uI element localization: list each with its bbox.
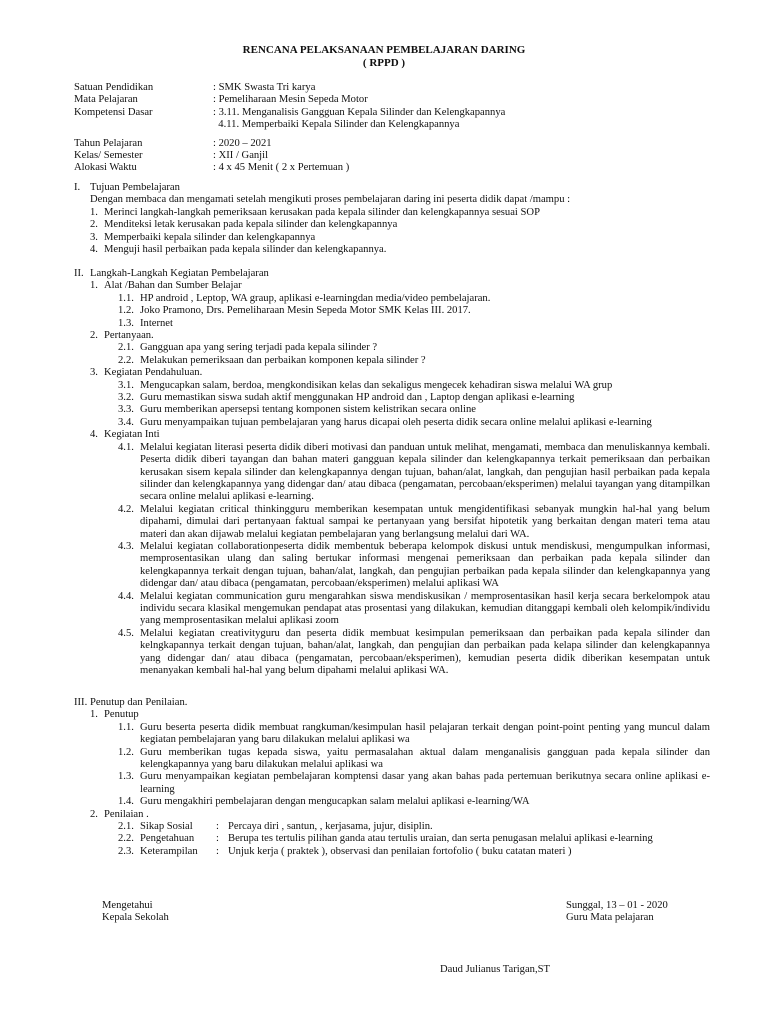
item-text: Kegiatan Pendahuluan. [104, 367, 203, 379]
info-label: Tahun Pelajaran [74, 137, 143, 149]
assessment-value: Berupa tes tertulis pilihan ganda atau tertulis uraian, dan serta penugasan melalui aplikasi e-learning [228, 833, 653, 845]
info-label: Kompetensi Dasar [74, 106, 153, 118]
item-number: 1.4. [118, 796, 134, 808]
assessment-value: Unjuk kerja ( praktek ), observasi dan penilaian fortofolio ( buku catatan materi ) [228, 845, 572, 857]
subsection-heading [74, 709, 714, 721]
item-number: 3.1. [118, 379, 134, 391]
item-text: Guru menyampaikan tujuan pembelajaran yang harus dicapai oleh peserta didik secara online melalui aplikasi e-learning [140, 416, 652, 428]
subsection-heading [74, 330, 714, 342]
item-text: Melalui kegiatan communication guru mengarahkan siswa mendiskusikan / memprosentasikan hasil kerja secara berkelompok atau individu secara klasikal mengemukan pendapat atas prosentasi yang dilakukan, kemudian ditanggapi kembali oleh kelompik/individu yang memprosentasikan melalui aplikasi zoom [140, 590, 710, 627]
list-item [74, 207, 714, 219]
info-label [74, 119, 213, 131]
section-heading [74, 182, 714, 194]
signature-left [102, 900, 169, 925]
section-closing [74, 697, 714, 858]
item-number: 2.1. [118, 821, 134, 833]
colon: : [216, 833, 219, 845]
item-text: Melalui kegiatan collaborationpeserta didik membentuk beberapa kelompok diskusi untuk mendiskusi, mengumpulkan informasi, memprosentasikan ulang dan saling bertukar informasi mengenai pemeriksaan dan perbaikan pada kepala silinder dan kelengkapannya terkait dengan tujuan, bahan/alat, langkah, dan pengujian perbaikan pada kepala silinder dan kelengkapannya yang didengar dan/ atau dibaca (pengamatan, percobaan/eksperimen) melalui aplikasi WA [140, 540, 710, 590]
section-number: III. [74, 697, 88, 708]
info-row [74, 82, 505, 94]
item-text: HP android , Leptop, WA graup, aplikasi e-learningdan media/video pembelajaran. [140, 292, 491, 304]
info-row [74, 119, 505, 131]
item-text: Melalui kegiatan literasi peserta didik diberi motivasi dan panduan untuk melihat, mengamati, membaca dan menuliskannya kembali. Peserta didik diberi tayangan dan bahan materi gangguan kepala silinder dan kelengkapannya terkait pemeriksaan dan perbaikan kerusakan sisem kepala silinder dan kelengkapannya dengan tujuan, bahan/alat, langkah, dan pengujian hasil perbaikan pada kepala silinder dan kelengkapannya yang didengar dan/ atau dibaca (pengamatan, percobaan/eksperimen) melalui tayangan yang ditampilkan secara online melalui aplikasi e-learning. [140, 441, 710, 503]
list-item [74, 318, 714, 330]
subsection-heading [74, 809, 714, 821]
item-text: Guru menyampaikan kegiatan pembelajaran komptensi dasar yang akan bahas pada pertemuan berikutnya secara online aplikasi e-learning [140, 771, 710, 795]
list-item [74, 417, 714, 429]
item-number: 4.3. [118, 540, 134, 552]
item-text: Guru beserta peserta didik membuat rangkuman/kesimpulan hasil pelajaran terkait dengan point-point penting yang muncul dalam kegiatan pembelajaran yang baru dilakukan melalui aplikasi wa [140, 721, 710, 746]
item-text: Mengucapkan salam, berdoa, mengkondisikan kelas dan sekaligus mengecek kehadiran siswa melalui WA grup [140, 379, 613, 391]
section-objectives [74, 182, 714, 256]
section-title: Langkah-Langkah Kegiatan Pembelajaran [90, 268, 269, 279]
info-label: Alokasi Waktu [74, 162, 137, 174]
colon: : [216, 845, 219, 857]
colon: : [216, 821, 219, 833]
list-item [74, 392, 714, 404]
item-text: Guru memberikan tugas kepada siswa, yaitu permasalahan aktual dalam menganalisis gangguan pada kepala silinder dan kelengkapannya yang baru dilakukan melalui aplikasi wa [140, 746, 710, 771]
document-title [0, 44, 768, 70]
title-line-1: RENCANA PELAKSANAAN PEMBELAJARAN DARING [242, 44, 526, 56]
list-item [74, 591, 714, 628]
section-title: Penutup dan Penilaian. [90, 697, 188, 708]
item-text: Guru memastikan siswa sudah aktif menggunakan HP android dan , Laptop dengan aplikasi e-learning [140, 392, 575, 404]
item-number: 1. [90, 709, 98, 721]
item-number: 4.4. [118, 590, 134, 602]
item-text: Merinci langkah-langkah pemeriksaan kerusakan pada kepala silinder dan kelengkapannya sesuai SOP [104, 206, 540, 218]
info-label: Satuan Pendidikan [74, 82, 154, 93]
list-item [74, 541, 714, 591]
info-label: Mata Pelajaran [74, 94, 138, 106]
info-value: 4.11. Memperbaiki Kepala Silinder dan Kelengkapannya [213, 119, 460, 131]
list-item [74, 404, 714, 416]
list-item [74, 504, 714, 541]
item-number: 2. [90, 219, 98, 231]
list-item [74, 628, 714, 678]
info-row [74, 150, 505, 162]
info-value: : SMK Swasta Tri karya [213, 82, 316, 93]
item-number: 1.1. [118, 721, 134, 733]
list-item [74, 293, 714, 305]
item-number: 1. [90, 280, 98, 292]
item-number: 1.1. [118, 292, 134, 304]
info-row [74, 94, 505, 106]
item-number: 4.5. [118, 627, 134, 639]
section-heading [74, 697, 714, 709]
item-number: 4.2. [118, 503, 134, 515]
list-item [74, 747, 714, 772]
item-number: 3. [90, 231, 98, 243]
item-text: Joko Pramono, Drs. Pemeliharaan Mesin Sepeda Motor SMK Kelas III. 2017. [140, 305, 471, 317]
item-text: Menguji hasil perbaikan pada kepala silinder dan kelengkapannya. [104, 244, 387, 256]
item-text: Melalui kegiatan creativityguru dan peserta didik membuat kesimpulan pemeriksaan dan perbaikan pada kepala silinder dan kelngkapannya terkait dengan tujuan, bahan/alat, langkah, dan pengujian dan perbaikan pada kelapa silinder dan kelengkapannya yang didengar dan/ atau dibaca (pengamatan, percobaan/eksperimen), kemudian peserta didik diberikan kesempatan untuk menanyakan kembali hal-hal yang belum dipahami melalui aplikasi WA. [140, 627, 710, 676]
item-number: 2.1. [118, 342, 134, 354]
item-number: 3. [90, 367, 98, 379]
item-number: 1.2. [118, 746, 134, 758]
list-item [74, 305, 714, 317]
item-text: Guru memberikan apersepsi tentang komponen sistem kelistrikan secara online [140, 404, 476, 416]
info-value: : Pemeliharaan Mesin Sepeda Motor [213, 94, 368, 106]
item-number: 4. [90, 244, 98, 256]
item-number: 1.3. [118, 317, 134, 329]
sign-line: Kepala Sekolah [102, 912, 169, 924]
item-text: Pertanyaan. [104, 330, 154, 342]
item-text: Melakukan pemeriksaan dan perbaikan komponen kepala silinder ? [140, 354, 426, 366]
list-item [74, 722, 714, 747]
list-item [74, 442, 714, 504]
info-row [74, 138, 505, 150]
title-line-2: ( RPPD ) [362, 57, 406, 69]
list-item [74, 380, 714, 392]
list-item [74, 355, 714, 367]
section-intro: Dengan membaca dan mengamati setelah mengikuti proses pembelajaran daring ini peserta didik dapat /mampu : [90, 194, 571, 206]
item-number: 1.3. [118, 771, 134, 783]
subsection-heading [74, 429, 714, 441]
subsection-heading [74, 280, 714, 292]
assessment-row [74, 821, 714, 833]
item-number: 2.2. [118, 833, 134, 845]
item-text: Memperbaiki kepala silinder dan kelengkapannya [104, 231, 316, 243]
assessment-label: Keterampilan [140, 845, 198, 857]
item-number: 2. [90, 808, 98, 820]
list-item [74, 342, 714, 354]
subsection-heading [74, 367, 714, 379]
item-number: 2.2. [118, 354, 134, 366]
info-value: : 3.11. Menganalisis Gangguan Kepala Silinder dan Kelengkapannya [213, 106, 506, 118]
item-text: Menditeksi letak kerusakan pada kepala silinder dan kelengkapannya [104, 219, 398, 231]
info-value: : XII / Ganjil [213, 149, 269, 161]
section-title: Tujuan Pembelajaran [90, 182, 180, 193]
teacher-name: Daud Julianus Tarigan,ST [440, 964, 550, 975]
info-value: : 4 x 45 Menit ( 2 x Pertemuan ) [213, 162, 350, 174]
item-number: 1. [90, 206, 98, 218]
item-text: Internet [140, 317, 173, 329]
item-text: Penutup [104, 709, 139, 721]
item-text: Melalui kegiatan critical thinkingguru memberikan kesempatan untuk mengidentifikasi sebanyak mungkin hal-hal yang belum dipahami, dimulai dari pertanyaan faktual sampai ke pertanyaan yang bersifat hipotetik yang berkaitan dengan materi tema atau materi dan akan dijawab melalui kegiatan pembelajaran yang berlangsung melalui dari WA. [140, 503, 710, 540]
assessment-row [74, 833, 714, 845]
list-item [74, 244, 714, 256]
section-activities [74, 268, 714, 677]
section-heading [74, 268, 714, 280]
item-number: 4. [90, 429, 98, 441]
section-number: II. [74, 268, 84, 279]
info-block [74, 82, 505, 175]
list-item [74, 232, 714, 244]
list-item [74, 219, 714, 231]
item-text: Kegiatan Inti [104, 429, 160, 441]
info-row [74, 162, 505, 174]
list-item [74, 771, 714, 796]
item-number: 2. [90, 330, 98, 342]
item-text: Guru mengakhiri pembelajaran dengan mengucapkan salam melalui aplikasi e-learning/WA [140, 796, 530, 808]
item-number: 2.3. [118, 845, 134, 857]
assessment-value: Percaya diri , santun, , kerjasama, jujur, disiplin. [228, 821, 433, 833]
assessment-label: Pengetahuan [140, 833, 195, 845]
info-value: : 2020 – 2021 [213, 137, 272, 149]
info-row [74, 107, 505, 119]
assessment-row [74, 846, 714, 858]
item-number: 4.1. [118, 441, 134, 453]
item-text: Penilaian . [104, 808, 149, 820]
item-number: 3.3. [118, 404, 134, 416]
list-item [74, 796, 714, 808]
item-number: 3.4. [118, 416, 134, 428]
sign-line: Mengetahui [102, 900, 153, 911]
sign-date: Sunggal, 13 – 01 - 2020 [566, 900, 668, 911]
info-label: Kelas/ Semester [74, 149, 143, 161]
assessment-label: Sikap Sosial [140, 821, 193, 833]
sign-role: Guru Mata pelajaran [566, 912, 654, 924]
item-text: Alat /Bahan dan Sumber Belajar [104, 280, 242, 292]
section-number: I. [74, 182, 81, 193]
item-number: 3.2. [118, 392, 134, 404]
signature-right [566, 900, 668, 925]
item-text: Gangguan apa yang sering terjadi pada kepala silinder ? [140, 342, 378, 354]
item-number: 1.2. [118, 305, 134, 317]
